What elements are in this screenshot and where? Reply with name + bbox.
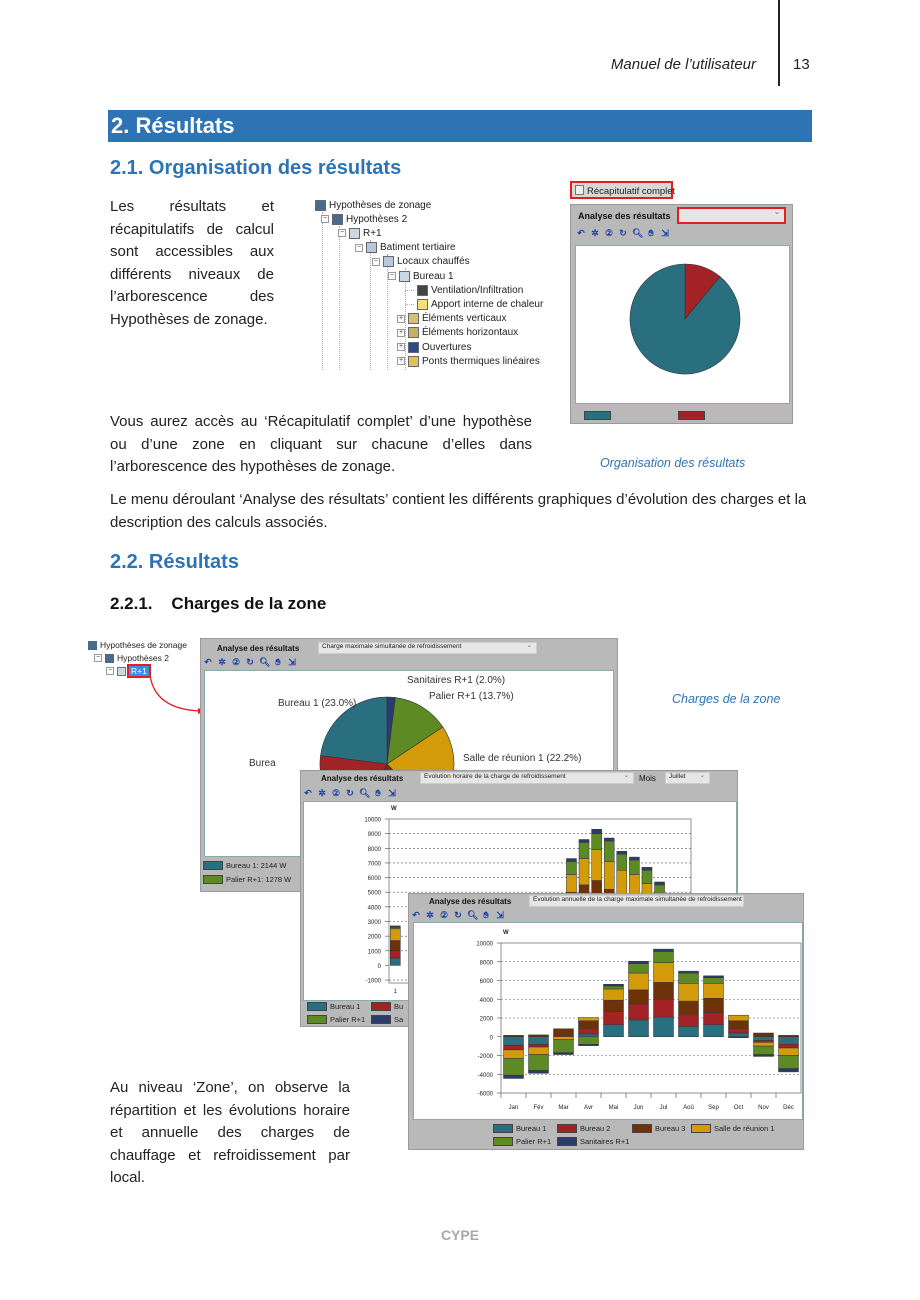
bar-segment-bureau-2 [754, 1041, 774, 1043]
bar-segment-salle-de-r-union-1 [679, 983, 699, 1001]
zoom-back-icon[interactable]: ↶ [304, 788, 312, 798]
bar-segment-salle-de-r-union-1 [579, 1018, 599, 1021]
legend-label: Bureau 3 [655, 1124, 686, 1133]
bar-segment-palier-r-1 [579, 842, 589, 858]
tree-item[interactable] [397, 340, 471, 354]
bar-segment-bureau-3 [579, 1021, 599, 1029]
zoom-window-icon[interactable]: 🔍︎ [632, 228, 644, 238]
bar-segment-bureau-2 [704, 1012, 724, 1024]
page-number: 13 [793, 56, 810, 73]
bar-segment-sanitaires-r-1 [629, 961, 649, 963]
x-tick-label: 1 [393, 989, 397, 995]
pie-label: Salle de réunion 1 (22.2%) [463, 753, 582, 764]
tree-item-label: Hypothèses 2 [346, 213, 408, 225]
analysis-label: Analyse des résultats [321, 774, 404, 783]
recap-complete-button[interactable] [570, 181, 676, 199]
bar-segment-salle-de-r-union-1 [504, 1050, 524, 1058]
bar-segment-sanitaires-r-1 [390, 926, 400, 927]
bar-segment-sanitaires-r-1 [754, 1055, 774, 1057]
building-icon [366, 242, 377, 253]
tree-item-label: Batiment tertiaire [380, 242, 456, 254]
export-icon[interactable]: ⇲ [496, 910, 504, 920]
x-tick-label: Mai [608, 1105, 619, 1111]
document-icon [575, 185, 584, 195]
x-tick-label: Sep [708, 1105, 719, 1111]
section-heading: 2. Résultats [108, 110, 812, 142]
refresh-icon[interactable]: ↻ [454, 910, 462, 920]
y-tick-label: 5000 [367, 890, 381, 897]
expand-icon[interactable]: + [398, 357, 404, 365]
legend-swatch [557, 1137, 577, 1146]
house-icon [332, 214, 343, 225]
window-icon [408, 342, 419, 353]
bar-segment-palier-r-1 [566, 861, 576, 874]
tree-item[interactable] [315, 198, 431, 212]
tree-item[interactable] [372, 255, 470, 269]
zoning-tree [315, 198, 545, 370]
bar-segment-sanitaires-r-1 [554, 1053, 574, 1055]
legend-swatch [691, 1124, 711, 1133]
bar-segment-salle-de-r-union-1 [629, 973, 649, 990]
bar-segment-bureau-1 [529, 1037, 549, 1045]
bar-segment-bureau-3 [629, 990, 649, 1004]
bar-segment-bureau-3 [554, 1029, 574, 1035]
bar-segment-salle-de-r-union-1 [390, 929, 400, 941]
legend-label: Palier R+1 [516, 1137, 552, 1146]
zoom-fit-icon[interactable]: ✲ [591, 228, 599, 238]
pie-label: Sanitaires R+1 (2.0%) [407, 675, 506, 686]
export-icon[interactable]: ⇲ [288, 657, 296, 667]
document-header-title: Manuel de l’utilisateur [610, 56, 756, 73]
bar-segment-sanitaires-r-1 [579, 840, 589, 843]
bar-segment-bureau-2 [654, 999, 674, 1017]
analysis-label: Analyse des résultats [578, 211, 671, 221]
y-tick-label: 10000 [476, 941, 493, 948]
pie-slice-teal [630, 264, 740, 374]
bar-segment-palier-r-1 [754, 1046, 774, 1054]
legend-swatch [307, 1015, 327, 1024]
bar-segment-sanitaires-r-1 [579, 1044, 599, 1045]
bar-segment-palier-r-1 [592, 834, 602, 850]
bar-segment-salle-de-r-union-1 [754, 1042, 774, 1046]
tree-item[interactable] [321, 212, 407, 226]
bar-segment-salle-de-r-union-1 [729, 1015, 749, 1021]
legend-swatch [203, 875, 223, 884]
recap-results-panel [570, 204, 793, 424]
bar-segment-palier-r-1 [679, 973, 699, 983]
bar-segment-palier-r-1 [704, 978, 724, 984]
export-icon[interactable]: ⇲ [388, 788, 396, 798]
zoom-window-icon[interactable]: 🔍︎ [467, 910, 479, 920]
zoom-2-icon[interactable]: ② [231, 657, 241, 667]
legend-label: Salle de réunion 1 [714, 1124, 775, 1133]
bar-segment-salle-de-r-union-1 [604, 989, 624, 1000]
tree-item[interactable] [405, 283, 523, 297]
zoom-back-icon[interactable]: ↶ [412, 910, 420, 920]
bar-segment-bureau-3 [604, 1000, 624, 1011]
bar-segment-palier-r-1 [617, 854, 627, 870]
legend-swatch [493, 1124, 513, 1133]
y-tick-label: 6000 [367, 876, 381, 883]
y-tick-label: -4000 [477, 1072, 493, 1079]
y-tick-label: 6000 [479, 979, 493, 985]
y-tick-label: 8000 [479, 960, 493, 967]
y-tick-label: 4000 [367, 905, 381, 912]
bar-segment-bureau-3 [704, 998, 724, 1012]
bar-segment-bureau-2 [779, 1044, 799, 1048]
pan-hand-icon[interactable]: ✋︎ [483, 910, 489, 920]
y-tick-label: 2000 [479, 1016, 493, 1023]
bar-segment-palier-r-1 [529, 1055, 549, 1071]
bar-segment-bureau-2 [604, 1011, 624, 1024]
collapse-icon[interactable]: − [373, 257, 379, 265]
bar-segment-palier-r-1 [779, 1056, 799, 1069]
bar-segment-bureau-3 [679, 1001, 699, 1014]
bar-segment-palier-r-1 [554, 1040, 574, 1053]
bar-segment-salle-de-r-union-1 [654, 963, 674, 983]
legend-swatch [632, 1124, 652, 1133]
bar-segment-bureau-2 [554, 1035, 574, 1037]
subsubsection-heading: 2.2.1. Charges de la zone [110, 594, 327, 613]
bar-segment-sanitaires-r-1 [679, 971, 699, 973]
fan-icon [417, 285, 428, 296]
bar-segment-sanitaires-r-1 [642, 867, 652, 870]
pie-label: Palier R+1 (13.7%) [429, 691, 514, 702]
bar-segment-salle-de-r-union-1 [592, 850, 602, 881]
legend-label: Bureau 2 [580, 1124, 611, 1133]
x-tick-label: Déc [783, 1105, 794, 1111]
bar-segment-palier-r-1 [504, 1058, 524, 1075]
bar-segment-bureau-2 [579, 1028, 599, 1034]
zoom-fit-icon[interactable]: ✲ [318, 788, 326, 798]
x-tick-label: Mar [558, 1105, 569, 1111]
bar-segment-bureau-1 [390, 958, 400, 965]
bar-segment-bureau-1 [604, 1025, 624, 1037]
room-icon [399, 271, 410, 282]
bar-segment-sanitaires-r-1 [779, 1069, 799, 1072]
bar-segment-bureau-3 [754, 1033, 774, 1037]
legend-swatch [371, 1002, 391, 1011]
bar-segment-bureau-3 [779, 1035, 799, 1036]
subsection-heading-2-2: 2.2. Résultats [110, 551, 239, 573]
analysis-dropdown[interactable]: Évolution horaire de la charge de refroidissement ⌄ [420, 772, 634, 784]
bar-segment-sanitaires-r-1 [629, 857, 639, 860]
bar-segment-bureau-1 [729, 1033, 749, 1037]
tree-item[interactable] [397, 312, 506, 326]
house-icon [315, 200, 326, 211]
zoom-back-icon[interactable]: ↶ [577, 228, 585, 238]
tree-item[interactable] [397, 326, 518, 340]
house-icon [349, 228, 360, 239]
bar-segment-sanitaires-r-1 [704, 976, 724, 978]
bar-segment-salle-de-r-union-1 [704, 983, 724, 998]
legend-swatch [203, 861, 223, 870]
tree-item-label: Ponts thermiques linéaires [422, 355, 540, 367]
refresh-icon[interactable]: ↻ [619, 228, 627, 238]
zoom-back-icon[interactable]: ↶ [204, 657, 212, 667]
collapse-icon[interactable]: − [95, 654, 101, 661]
bar-segment-salle-de-r-union-1 [566, 875, 576, 893]
bar-segment-sanitaires-r-1 [617, 851, 627, 854]
tree-item-label: Locaux chauffés [397, 256, 470, 268]
legend-label: Sanitaires R+1 [580, 1137, 630, 1146]
legend-label: Sa [394, 1015, 404, 1024]
tree-item-label: Ventilation/Infiltration [431, 284, 524, 296]
bar-segment-bureau-1 [579, 1034, 599, 1037]
tree-connector [405, 304, 414, 305]
bar-segment-sanitaires-r-1 [504, 1075, 524, 1078]
tree-item-label: Hypothèses de zonage [329, 199, 432, 211]
tree-item-label: Éléments verticaux [422, 313, 507, 325]
legend-label: Bureau 1 [516, 1124, 547, 1133]
house-icon [117, 667, 126, 676]
tree-item-label: Apport interne de chaleur [431, 298, 544, 310]
x-tick-label: Nov [758, 1105, 769, 1111]
collapse-icon[interactable]: − [389, 272, 395, 279]
bar-segment-salle-de-r-union-1 [529, 1047, 549, 1055]
legend-label: Bu [394, 1002, 404, 1011]
floor-icon [408, 327, 419, 338]
y-tick-label: 1000 [367, 949, 381, 956]
bar-segment-bureau-3 [654, 982, 674, 999]
annual-load-panel [408, 893, 804, 1150]
zoom-2-icon[interactable]: ② [331, 788, 341, 798]
month-label: Mois [639, 774, 656, 783]
zoom-window-icon[interactable]: 🔍︎ [359, 788, 371, 798]
bar-segment-bureau-1 [704, 1025, 724, 1037]
bar-segment-sanitaires-r-1 [604, 984, 624, 986]
y-tick-label: 9000 [367, 832, 381, 839]
bar-segment-bureau-2 [529, 1044, 549, 1047]
tree-item-label[interactable]: Hypothèses de zonage [100, 640, 187, 650]
legend-label: Palier R+1: 1278 W [226, 875, 292, 884]
bar-segment-bureau-2 [629, 1004, 649, 1020]
bar-segment-palier-r-1 [642, 870, 652, 883]
expand-icon[interactable]: + [398, 314, 404, 322]
tree-item-label[interactable]: Hypothèses 2 [117, 653, 169, 663]
refresh-icon[interactable]: ↻ [346, 788, 354, 798]
house-icon [88, 641, 97, 650]
legend-swatch [584, 411, 611, 420]
tree-item-label: R+1 [363, 227, 382, 239]
bar-segment-sanitaires-r-1 [729, 1037, 749, 1038]
bar-segment-bureau-1 [654, 1017, 674, 1037]
collapse-icon[interactable]: − [107, 667, 113, 674]
analysis-dropdown[interactable]: Charge maximale simultanée de refroidissement ⌄ [318, 642, 537, 654]
export-icon[interactable]: ⇲ [661, 228, 669, 238]
zoom-2-icon[interactable]: ② [604, 228, 614, 238]
bar-segment-salle-de-r-union-1 [604, 861, 614, 889]
collapse-icon[interactable]: − [356, 243, 362, 251]
pan-hand-icon[interactable]: ✋︎ [648, 228, 654, 238]
footer-brand: CYPE [440, 1227, 480, 1243]
analysis-label: Analyse des résultats [429, 897, 512, 906]
bar-segment-sanitaires-r-1 [604, 838, 614, 841]
y-tick-label: 4000 [479, 997, 493, 1004]
legend-label: Palier R+1 [330, 1015, 366, 1024]
analysis-dropdown[interactable]: Évolution annuelle de la charge maximale simultanée de refroidissement ⌄ [529, 895, 744, 907]
bar-segment-palier-r-1 [604, 841, 614, 862]
bar-segment-bureau-1 [629, 1020, 649, 1037]
x-tick-label: Jul [659, 1105, 668, 1111]
bar-segment-bureau-1 [679, 1026, 699, 1036]
tree-item[interactable] [355, 241, 456, 255]
y-tick-label: -1000 [365, 978, 381, 985]
bar-segment-bureau-3 [390, 941, 400, 951]
y-unit-label: W [503, 930, 509, 936]
header-divider [778, 0, 780, 86]
zoom-window-icon[interactable]: 🔍︎ [259, 657, 271, 667]
tree-item[interactable] [405, 297, 543, 311]
refresh-icon[interactable]: ↻ [246, 657, 254, 667]
annual-stacked-bar-chart [409, 894, 805, 1151]
x-tick-label: Jun [633, 1105, 644, 1111]
bar-segment-bureau-1 [754, 1037, 774, 1041]
zoom-fit-icon[interactable]: ✲ [218, 657, 226, 667]
building-icon [383, 256, 394, 267]
tree-item-label: Éléments horizontaux [422, 327, 519, 339]
bar-segment-sanitaires-r-1 [655, 882, 665, 885]
legend-swatch [557, 1124, 577, 1133]
analysis-label: Analyse des résultats [217, 644, 300, 653]
y-tick-label: -6000 [477, 1091, 493, 1098]
expand-icon[interactable]: + [398, 343, 404, 350]
paragraph-dropdown: Le menu déroulant ‘Analyse des résultats’ contient les différents graphiques d’évolution des charges et la description des calculs associés. [110, 491, 807, 531]
y-tick-label: 3000 [367, 920, 381, 926]
bar-segment-bureau-2 [729, 1028, 749, 1033]
bar-segment-palier-r-1 [579, 1037, 599, 1045]
y-tick-label: 7000 [367, 861, 381, 868]
tree-item[interactable] [397, 354, 540, 368]
tree-item[interactable] [338, 226, 382, 240]
bar-segment-palier-r-1 [604, 986, 624, 989]
collapse-icon[interactable]: − [322, 215, 328, 223]
tree-item-label: Ouvertures [422, 341, 472, 353]
collapse-icon[interactable]: − [339, 229, 345, 237]
bar-segment-palier-r-1 [654, 951, 674, 962]
tree-connector [405, 290, 414, 291]
x-tick-label: Fév [533, 1105, 544, 1111]
paragraph-intro: Les résultats et récapitulatifs de calcul sont accessibles aux différents niveaux de l’arborescence des Hypothèses de zonage. [110, 198, 274, 328]
pie-label: Bureau 1 (23.0%) [278, 698, 357, 709]
y-tick-label: 2000 [367, 934, 381, 941]
legend-swatch [493, 1137, 513, 1146]
bar-segment-sanitaires-r-1 [654, 949, 674, 951]
y-tick-label: 0 [489, 1035, 493, 1042]
x-tick-label: Oct [733, 1105, 744, 1111]
x-tick-label: Aoû [683, 1105, 694, 1111]
y-tick-label: -2000 [477, 1054, 493, 1060]
bar-segment-bureau-3 [729, 1021, 749, 1029]
bar-segment-bureau-3 [529, 1035, 549, 1037]
pan-hand-icon[interactable]: ✋︎ [275, 657, 281, 667]
bar-segment-bureau-2 [679, 1014, 699, 1026]
wall-icon [408, 313, 419, 324]
bar-segment-sanitaires-r-1 [592, 829, 602, 833]
bar-segment-bureau-2 [504, 1045, 524, 1050]
bar-segment-bureau-3 [504, 1035, 524, 1036]
house-icon [105, 654, 114, 663]
bar-segment-salle-de-r-union-1 [579, 859, 589, 885]
tree-item-label: Bureau 1 [413, 270, 454, 282]
x-tick-label: Jan [508, 1105, 519, 1111]
bar-segment-bureau-1 [779, 1037, 799, 1045]
expand-icon[interactable]: + [398, 328, 404, 336]
paragraph-recap: Vous aurez accès au ‘Récapitulatif complet’ d’une hypothèse ou d’une zone en cliquant sur chacune d’elles dans l’arborescence des hypothèses de zonage. [110, 413, 532, 475]
tree-item-r1-selected[interactable]: R+1 [131, 666, 147, 676]
bar-segment-sanitaires-r-1 [529, 1071, 549, 1074]
tree-item[interactable] [388, 269, 454, 283]
legend-swatch [371, 1015, 391, 1024]
zoom-fit-icon[interactable]: ✲ [426, 910, 434, 920]
legend-swatch [307, 1002, 327, 1011]
bar-segment-palier-r-1 [629, 860, 639, 875]
pan-hand-icon[interactable]: ✋︎ [375, 788, 381, 798]
y-tick-label: 0 [377, 963, 381, 970]
paragraph-zone: Au niveau ‘Zone’, on observe la répartition et les évolutions horaire et annuelle des charges de chauffage et refroidissement par local. [110, 1079, 350, 1186]
subsection-heading-2-1: 2.1. Organisation des résultats [110, 157, 402, 179]
legend-label: Bureau 1: 2144 W [226, 861, 287, 870]
bar-segment-salle-de-r-union-1 [617, 870, 627, 895]
bar-segment-palier-r-1 [629, 964, 649, 973]
bar-segment-bureau-1 [504, 1037, 524, 1045]
figure-caption-zone: Charges de la zone [672, 692, 781, 706]
bar-segment-sanitaires-r-1 [566, 859, 576, 862]
person-heat-icon [417, 299, 428, 310]
pie-label-partial: Burea [249, 758, 276, 769]
thermal-bridge-icon [408, 356, 419, 367]
x-tick-label: Avr [584, 1105, 593, 1111]
figure-caption: Organisation des résultats [600, 456, 746, 470]
y-tick-label: 8000 [367, 846, 381, 853]
bar-segment-salle-de-r-union-1 [779, 1048, 799, 1056]
bar-segment-salle-de-r-union-1 [554, 1037, 574, 1040]
y-tick-label: 10000 [364, 817, 381, 824]
legend-swatch [678, 411, 705, 420]
month-dropdown[interactable]: Juillet ⌄ [665, 772, 710, 784]
recap-pie-chart [571, 205, 794, 425]
y-unit-label: W [391, 806, 397, 812]
zoom-2-icon[interactable]: ② [439, 910, 449, 920]
bar-segment-bureau-2 [390, 951, 400, 958]
legend-label: Bureau 1 [330, 1002, 361, 1011]
recap-button-label: Récapitulatif complet [587, 186, 676, 197]
